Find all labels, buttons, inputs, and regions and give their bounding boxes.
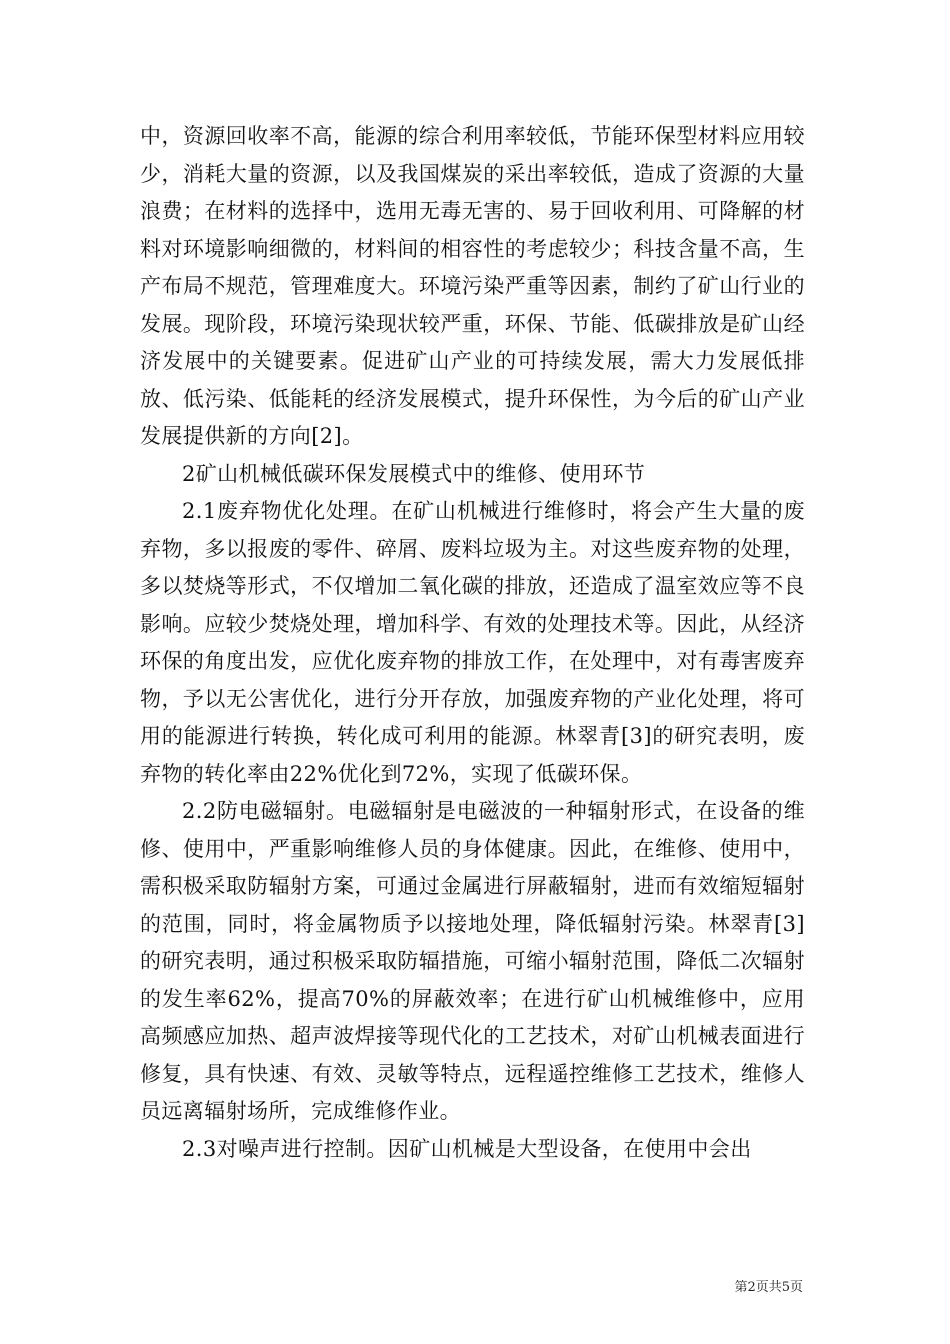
paragraph-noise-control: 2.3对噪声进行控制。因矿山机械是大型设备，在使用中会出	[182, 1136, 752, 1161]
paragraph-waste-treatment: 2.1废弃物优化处理。在矿山机械进行维修时，将会产生大量的废弃物，多以报废的零件、碎屑、废料垃圾为主。对这些废弃物的处理，多以焚烧等形式，不仅增加二氧化碳的排放，还造成了温室效应等不良影响。应较少焚烧处理，增加科学、有效的处理技术等。因此，从经济环保的角度出发，应优化废弃物的排放工作，在处理中，对有毒害废弃物，予以无公害优化，进行分开存放，加强废弃物的产业化处理，将可用的能源进行转换，转化成可利用的能源。林翠青[3]的研究表明，废弃物的转化率由22%优化到72%，实现了低碳环保。	[140, 499, 805, 786]
paragraph-radiation-protection: 2.2防电磁辐射。电磁辐射是电磁波的一种辐射形式，在设备的维修、使用中，严重影响维修人员的身体健康。因此，在维修、使用中，需积极采取防辐射方案，可通过金属进行屏蔽辐射，进而有效缩短辐射的范围，同时，将金属物质予以接地处理，降低辐射污染。林翠青[3]的研究表明，通过积极采取防辐措施，可缩小辐射范围，降低二次辐射的发生率62%，提高70%的屏蔽效率；在进行矿山机械维修中，应用高频感应加热、超声波焊接等现代化的工艺技术，对矿山机械表面进行修复，具有快速、有效、灵敏等特点，远程遥控维修工艺技术，维修人员远离辐射场所，完成维修作业。	[140, 799, 805, 1123]
paragraph-continuation: 中，资源回收率不高，能源的综合利用率较低，节能环保型材料应用较少，消耗大量的资源，以及我国煤炭的采出率较低，造成了资源的大量浪费；在材料的选择中，选用无毒无害的、易于回收利用、可降解的材料对环境影响细微的，材料间的相容性的考虑较少；科技含量不高，生产布局不规范，管理难度大。环境污染严重等因素，制约了矿山行业的发展。现阶段，环境污染现状较严重，环保、节能、低碳排放是矿山经济发展中的关键要素。促进矿山产业的可持续发展，需大力发展低排放、低污染、低能耗的经济发展模式，提升环保性，为今后的矿山产业发展提供新的方向[2]。	[140, 124, 805, 448]
section-heading: 2矿山机械低碳环保发展模式中的维修、使用环节	[182, 461, 646, 486]
page-number-footer: 第2页共5页	[734, 1280, 803, 1295]
body-text	[140, 118, 805, 1168]
